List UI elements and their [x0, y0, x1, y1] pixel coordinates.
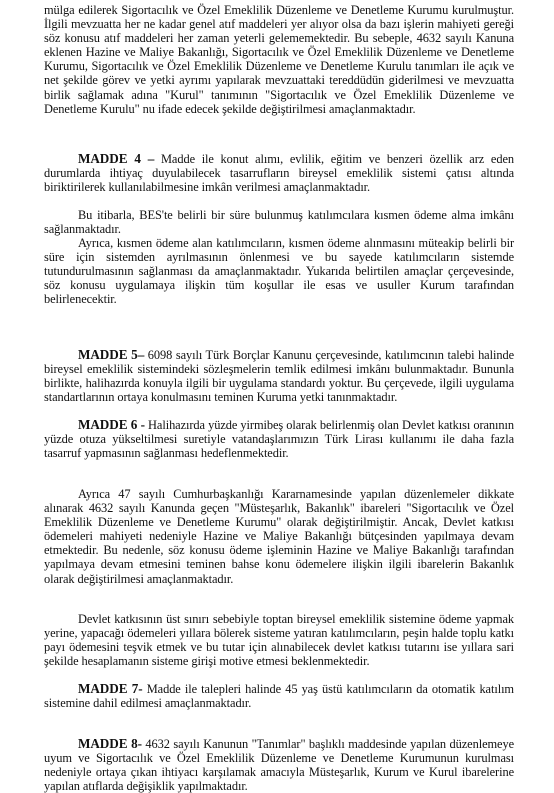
madde-7-label: MADDE 7-: [78, 681, 143, 696]
paragraph-madde-8: [44, 737, 514, 793]
paragraph-madde-5: [44, 348, 514, 404]
paragraph-madde-7: [44, 682, 514, 710]
paragraph-bes-partial-payment: [44, 208, 514, 236]
madde-4-label: MADDE 4 –: [78, 151, 155, 166]
paragraph-decree-47: [44, 487, 514, 586]
paragraph-state-contribution-cap: [44, 612, 514, 668]
paragraph-text: mülga edilerek Sigortacılık ve Özel Emeklilik Düzenleme ve Denetleme Kurumu kurulmuştur. İlgili mevzuatta her ne kadar genel atıf maddeleri yer alıyor olsa da bazı işlerin mahiyeti gereği söz konusu atıf maddeleri her zaman yeterli gelememektedir. Bu sebeple, 4632 sayılı Kanuna eklenen Hazine ve Maliye Bakanlığı, Sigortacılık ve Özel Emeklilik Düzenleme ve Denetleme Kurumu, Sigortacılık ve Özel Emeklilik Düzenleme ve Denetleme Kurulu tanımları ile açık ve net şekilde görev ve yetki ayrımı yapılarak mevzuattaki tereddüdün giderilmesi ve mevzuatta birlik sağlamak adına "Kurul" tanımının "Sigortacılık ve Özel Emeklilik Düzenleme ve Denetleme Kurulu" nu ifade edecek şekilde değiştirilmesi amaçlanmaktadır.: [44, 3, 514, 116]
paragraph-madde-6: [44, 418, 514, 460]
paragraph-madde-4: [44, 152, 514, 194]
paragraph-text: Halihazırda yüzde yirmibeş olarak belirlenmiş olan Devlet katkısı oranının yüzde otuza yükseltilmesi suretiyle vatandaşlarımızın Türk Lirası kullanımı ile daha fazla tasarruf yapmasının sağlanması hedeflenmektedir.: [44, 418, 514, 461]
paragraph-text: Bu itibarla, BES'te belirli bir süre bulunmuş katılımcılara kısmen ödeme alma imkânı sağlanmaktadır.: [44, 208, 514, 237]
madde-5-label: MADDE 5–: [78, 347, 145, 362]
paragraph-text: 4632 sayılı Kanunun "Tanımlar" başlıklı maddesinde yapılan düzenlemeye uyum ve Sigortacılık ve Özel Emeklilik Düzenleme ve Denetleme Kurumunun kurulması nedeniyle ortaya çıkan ihtiyacı karşılamak amacıyla Müsteşarlık, Kurum ve Kurul ibarelerine yapılan atıflarda değişiklik yapılmaktadır.: [44, 737, 514, 793]
paragraph-kurul-definition: [44, 3, 514, 116]
paragraph-text: Madde ile talepleri halinde 45 yaş üstü katılımcıların da otomatik katılım sistemine dahil edilmesi amaçlanmaktadır.: [44, 682, 514, 711]
paragraph-text: Ayrıca, kısmen ödeme alan katılımcıların, kısmen ödeme alınmasını müteakip belirli bir süre için sistemden ayrılmasının önlenmesi ve bu sayede katılımcıların sistemde tutundurulmasının sağlanması da amaçlanmaktadır. Yukarıda belirtilen amaçlar çerçevesinde, söz konusu uygulamaya ilişkin tüm koşullar ile esas ve usuller Kurum tarafından belirlenecektir.: [44, 236, 514, 307]
madde-8-label: MADDE 8-: [78, 736, 142, 751]
paragraph-text: 6098 sayılı Türk Borçlar Kanunu çerçevesinde, katılımcının talebi halinde bireysel emeklilik sistemindeki sözleşmelerin temlik edilmesi imkânı bulunmaktadır. Bununla birlikte, halihazırda konuyla ilgili bir uygulama standardı yoktur. Bu çerçevede, ilgili uygulama standartlarının ortaya konulmasını teminen Kuruma yetki tanınmaktadır.: [44, 348, 514, 405]
paragraph-text: Madde ile konut alımı, evlilik, eğitim ve benzeri özellik arz eden durumlarda ihtiyaç duyulabilecek tasarrufların bireysel emeklilik sistemi çatısı altında biriktirilerek kullanılabilmesine imkân verilmesi amaçlanmaktadır.: [44, 152, 514, 195]
paragraph-text: Devlet katkısının üst sınırı sebebiyle toptan bireysel emeklilik sistemine ödeme yapmak yerine, yapacağı ödemeleri yıllara bölerek sisteme yatıran katılımcıların, peşin halde toplu katkı payı ödemesini teşvik etmek ve bu tutar için alınabilecek devlet katkısı tutarını ise yıllara sari şekilde hesaplamanın sisteme girişi motive etmesi beklenmektedir.: [44, 612, 514, 669]
paragraph-participant-retention: [44, 236, 514, 306]
madde-6-label: MADDE 6 -: [78, 417, 145, 432]
paragraph-text: Ayrıca 47 sayılı Cumhurbaşkanlığı Kararnamesinde yapılan düzenlemeler dikkate alınarak 4632 sayılı Kanunda geçen "Müsteşarlık, Bakanlık" ibareleri "Sigortacılık ve Özel Emeklilik Düzenleme ve Denetleme Kurumu" olarak değiştirilmiştir. Ancak, Devlet katkısı ödemeleri mahiyeti nedeniyle Hazine ve Maliye Bakanlığı bütçesinden yapılmaya devam etmektedir. Bu nedenle, söz konusu ödeme işleminin Hazine ve Maliye Bakanlığı tarafından yapılmaya devam etmesini teminen bahse konu ödemelere ilişkin ilgili ibarelerin Bakanlık olarak değiştirilmesi amaçlanmaktadır.: [44, 487, 514, 586]
